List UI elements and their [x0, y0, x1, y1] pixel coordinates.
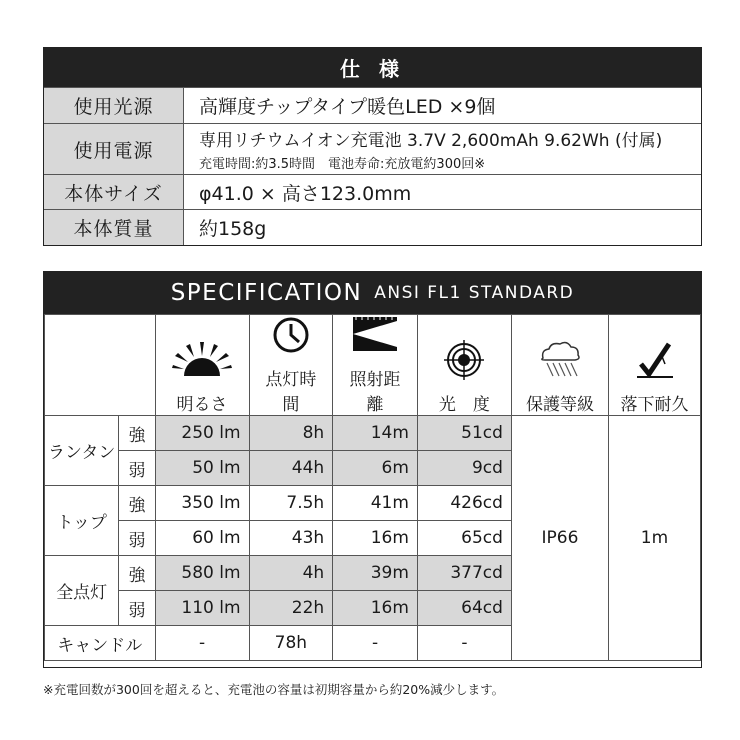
- level-label: 弱: [119, 451, 155, 486]
- spec-value: [184, 175, 701, 209]
- distance-cell: -: [333, 626, 418, 661]
- intensity-cell: -: [417, 626, 511, 661]
- spec-row-light-source: [44, 87, 701, 123]
- spec-value-text: 専用リチウムイオン充電池 3.7V 2,600mAh 9.62Wh (付属): [199, 131, 663, 151]
- spec-value: [184, 88, 701, 123]
- brightness-cell: 350 lm: [155, 486, 249, 521]
- specification-table: [43, 271, 702, 668]
- group-label: トップ: [45, 486, 119, 556]
- spec-label: 本体質量: [44, 210, 184, 245]
- drop-cell: 1m: [609, 416, 701, 661]
- protection-cell: IP66: [511, 416, 608, 661]
- specification-header: [44, 272, 701, 314]
- intensity-cell: 64cd: [417, 591, 511, 626]
- time-cell: 43h: [249, 521, 333, 556]
- distance-cell: 16m: [333, 521, 418, 556]
- intensity-cell: 426cd: [417, 486, 511, 521]
- column-header-row: [45, 315, 701, 416]
- column-label: 照射距離: [349, 370, 401, 415]
- time-cell: 7.5h: [249, 486, 333, 521]
- footnote: ※充電回数が300回を超えると、充電池の容量は初期容量から約20%減少します。: [43, 682, 505, 697]
- spec-label: 本体サイズ: [44, 175, 184, 209]
- specification-grid: [44, 314, 701, 661]
- corner-cell: [45, 315, 156, 416]
- spec-label: 使用光源: [44, 88, 184, 123]
- group-label: キャンドル: [45, 626, 156, 661]
- brightness-cell: -: [155, 626, 249, 661]
- brightness-cell: 50 lm: [155, 451, 249, 486]
- distance-cell: 14m: [333, 416, 418, 451]
- spec-title: 仕 様: [44, 48, 701, 87]
- intensity-cell: 377cd: [417, 556, 511, 591]
- spec-row-weight: [44, 209, 701, 245]
- intensity-cell: 9cd: [417, 451, 511, 486]
- distance-cell: 6m: [333, 451, 418, 486]
- clock-icon: [271, 315, 311, 355]
- column-header-time: [249, 315, 333, 416]
- specification-title: SPECIFICATION: [170, 280, 363, 306]
- spec-row-size: [44, 174, 701, 209]
- time-cell: 8h: [249, 416, 333, 451]
- time-cell: 4h: [249, 556, 333, 591]
- column-label: 明るさ: [176, 395, 228, 415]
- drop-check-icon: [635, 340, 675, 380]
- time-cell: 78h: [249, 626, 333, 661]
- group-label: 全点灯: [45, 556, 119, 626]
- distance-cell: 39m: [333, 556, 418, 591]
- column-header-intensity: [417, 315, 511, 416]
- spec-value-text: φ41.0 × 高さ123.0mm: [199, 182, 412, 205]
- distance-cell: 16m: [333, 591, 418, 626]
- brightness-cell: 110 lm: [155, 591, 249, 626]
- column-header-brightness: [155, 315, 249, 416]
- column-label: 点灯時間: [265, 370, 317, 415]
- intensity-cell: 65cd: [417, 521, 511, 556]
- spec-value-text: 高輝度チップタイプ暖色LED ×9個: [199, 96, 496, 118]
- brightness-cell: 60 lm: [155, 521, 249, 556]
- column-label: 保護等級: [525, 395, 594, 415]
- level-label: 弱: [119, 591, 155, 626]
- column-header-distance: [333, 315, 418, 416]
- spec-value-text: 約158g: [199, 218, 267, 240]
- brightness-cell: 250 lm: [155, 416, 249, 451]
- specification-subtitle: ANSI FL1 STANDARD: [374, 283, 575, 303]
- column-label: 落下耐久: [620, 395, 689, 415]
- spec-value: [184, 124, 701, 174]
- column-label: 光 度: [438, 395, 490, 415]
- table-row: [45, 416, 701, 451]
- intensity-cell: 51cd: [417, 416, 511, 451]
- distance-cell: 41m: [333, 486, 418, 521]
- level-label: 弱: [119, 521, 155, 556]
- spec-value-subtext: 充電時間:約3.5時間 電池寿命:充放電約300回※: [199, 157, 486, 172]
- sun-icon: [172, 340, 232, 380]
- target-icon: [442, 340, 486, 380]
- brightness-cell: 580 lm: [155, 556, 249, 591]
- column-header-protection: [511, 315, 608, 416]
- column-header-drop: [609, 315, 701, 416]
- time-cell: 44h: [249, 451, 333, 486]
- spec-value: [184, 210, 701, 245]
- level-label: 強: [119, 416, 155, 451]
- spec-table: [43, 47, 702, 246]
- spec-row-power: [44, 123, 701, 174]
- time-cell: 22h: [249, 591, 333, 626]
- rain-cloud-icon: [535, 340, 585, 380]
- level-label: 強: [119, 486, 155, 521]
- group-label: ランタン: [45, 416, 119, 486]
- beam-distance-icon: [352, 315, 398, 355]
- spec-label: 使用電源: [44, 124, 184, 174]
- level-label: 強: [119, 556, 155, 591]
